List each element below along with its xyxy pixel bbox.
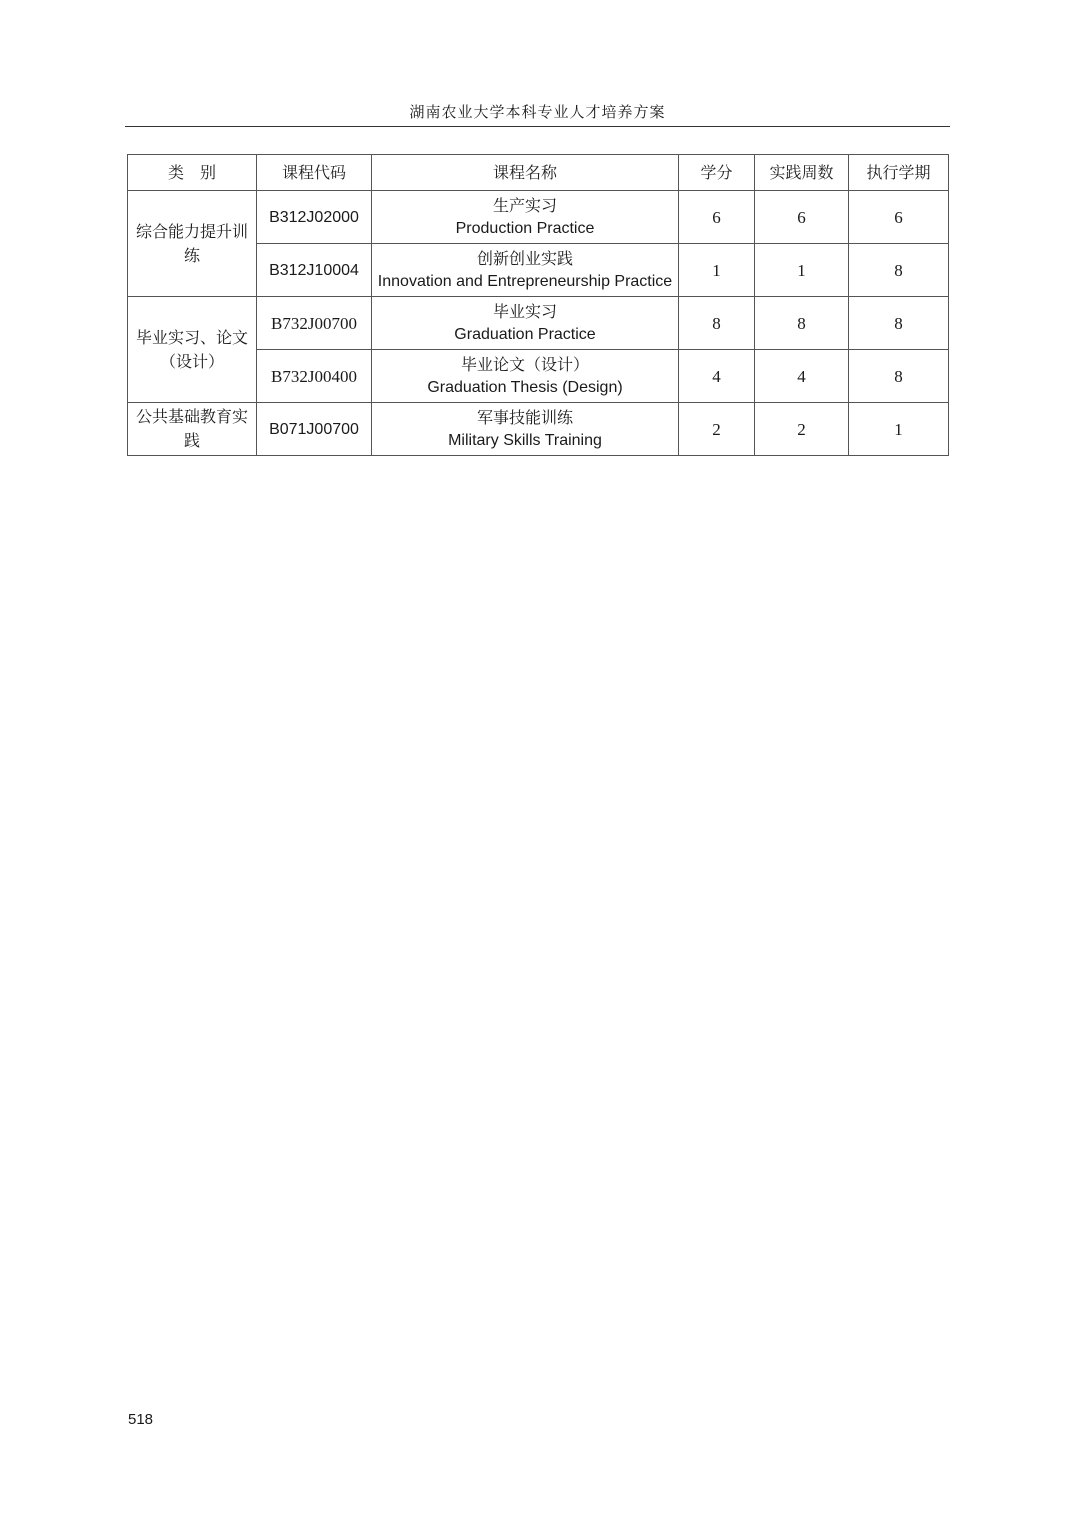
course-name-cn: 毕业实习	[492, 302, 557, 321]
column-header-semester: 执行学期	[849, 155, 949, 191]
header-title: 湖南农业大学本科专业人才培养方案	[409, 103, 666, 121]
category-cell	[128, 297, 257, 403]
column-header-category: 类 别	[128, 155, 257, 191]
course-code-cell	[257, 191, 372, 244]
practice-course-table	[127, 154, 949, 456]
weeks-value: 2	[797, 419, 806, 439]
course-code: B312J10004	[269, 262, 359, 279]
course-code-cell	[257, 403, 372, 456]
course-code: B732J00400	[271, 366, 357, 386]
table-row	[128, 297, 949, 350]
credits-cell	[679, 297, 755, 350]
course-name-cn: 军事技能训练	[476, 408, 573, 427]
category-cell	[128, 191, 257, 297]
course-name-cn: 毕业论文（设计）	[460, 355, 589, 374]
column-header-code: 课程代码	[257, 155, 372, 191]
table-header-row	[128, 155, 949, 191]
course-name-cell	[372, 297, 679, 350]
semester-cell	[849, 403, 949, 456]
credits-value: 4	[712, 366, 721, 386]
credits-cell	[679, 244, 755, 297]
credits-value: 1	[712, 260, 721, 280]
semester-cell	[849, 350, 949, 403]
course-name-en: Graduation Thesis (Design)	[427, 379, 623, 396]
category-cell	[128, 403, 257, 456]
category-label: 公共基础教育实践	[136, 407, 249, 450]
credits-value: 6	[712, 207, 721, 227]
course-name-cell	[372, 350, 679, 403]
course-name-cell	[372, 403, 679, 456]
course-code: B732J00700	[271, 313, 357, 333]
weeks-value: 4	[797, 366, 806, 386]
course-code-cell	[257, 350, 372, 403]
table-row	[128, 191, 949, 244]
credits-cell	[679, 350, 755, 403]
course-code-cell	[257, 297, 372, 350]
weeks-cell	[755, 244, 849, 297]
semester-value: 8	[894, 313, 903, 333]
page-number: 518	[128, 1411, 154, 1428]
table-row	[128, 403, 949, 456]
weeks-value: 8	[797, 313, 806, 333]
course-name-cn: 生产实习	[492, 196, 557, 215]
weeks-value: 6	[797, 207, 806, 227]
course-code-cell	[257, 244, 372, 297]
credits-cell	[679, 191, 755, 244]
weeks-cell	[755, 191, 849, 244]
course-name-en: Production Practice	[455, 220, 595, 237]
semester-value: 8	[894, 260, 903, 280]
semester-cell	[849, 297, 949, 350]
category-label: 综合能力提升训练	[136, 221, 249, 265]
course-name-cell	[372, 191, 679, 244]
semester-value: 1	[894, 419, 903, 439]
course-name-cell	[372, 244, 679, 297]
weeks-cell	[755, 403, 849, 456]
course-name-en: Innovation and Entrepreneurship Practice	[377, 273, 673, 290]
weeks-cell	[755, 297, 849, 350]
weeks-value: 1	[797, 260, 806, 280]
course-name-cn: 创新创业实践	[476, 249, 573, 268]
course-name-en: Graduation Practice	[454, 326, 596, 343]
course-code: B312J02000	[269, 209, 359, 226]
column-header-weeks: 实践周数	[755, 155, 849, 191]
weeks-cell	[755, 350, 849, 403]
course-code: B071J00700	[269, 421, 359, 438]
semester-value: 6	[894, 207, 903, 227]
column-header-credits: 学分	[679, 155, 755, 191]
page-header	[125, 100, 950, 127]
column-header-name: 课程名称	[372, 155, 679, 191]
category-label: 毕业实习、论文（设计）	[136, 327, 249, 371]
semester-value: 8	[894, 366, 903, 386]
semester-cell	[849, 191, 949, 244]
semester-cell	[849, 244, 949, 297]
credits-value: 2	[712, 419, 721, 439]
credits-value: 8	[712, 313, 721, 333]
credits-cell	[679, 403, 755, 456]
course-name-en: Military Skills Training	[448, 432, 602, 449]
